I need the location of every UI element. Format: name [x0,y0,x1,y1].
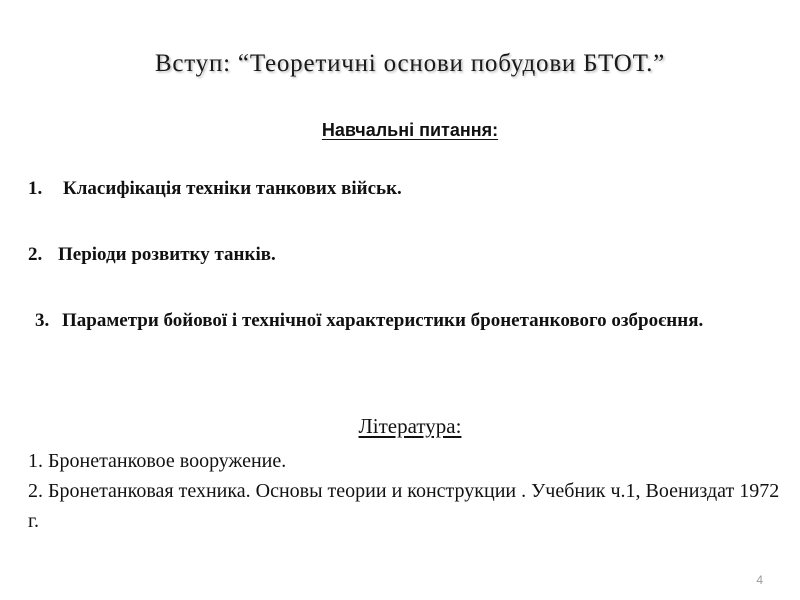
topic-text: Класифікація техніки танкових військ. [63,178,402,199]
literature-item-2: 2. Бронетанковая техника. Основы теории и конструкции . Учебник ч.1, Воениздат 1972 г. [28,480,780,532]
literature-list [28,446,788,536]
topic-number: 1. [28,178,43,199]
topic-item-1 [28,178,402,200]
page-number: 4 [756,573,763,587]
topics-heading: Навчальні питання: [321,120,499,140]
topic-item-2 [28,244,276,266]
topic-text: Параметри бойової і технічної характеристики бронетанкового озброєння. [62,310,704,331]
topic-number: 2. [28,244,43,265]
literature-heading: Література: [358,414,462,438]
literature-item-1: 1. Бронетанковое вооружение. [28,450,287,472]
slide-title: Вступ: “Теоретичні основи побудови БТОТ.” [154,50,666,77]
topic-text: Періоди розвитку танків. [58,244,276,265]
topic-number: 3. [35,310,50,331]
topic-item-3 [28,306,788,336]
